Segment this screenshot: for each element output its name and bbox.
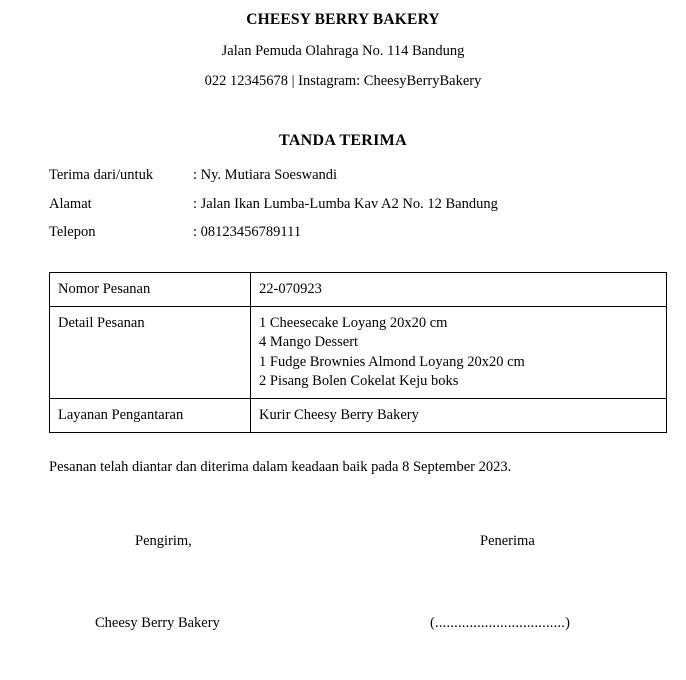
- list-item: 4 Mango Dessert: [259, 334, 359, 351]
- signature-receiver-title: Penerima: [480, 532, 535, 549]
- info-value: : Jalan Ikan Lumba-Lumba Kav A2 No. 12 Bandung: [193, 197, 498, 212]
- list-item: 2 Pisang Bolen Cokelat Keju boks: [259, 372, 459, 389]
- signature-area: [0, 533, 686, 643]
- table-row-layanan-pengantaran: [50, 399, 667, 433]
- delivery-note: Pesanan telah diantar dan diterima dalam keadaan baik pada 8 September 2023.: [49, 459, 512, 476]
- table-cell-value: Kurir Cheesy Berry Bakery: [251, 399, 667, 433]
- info-value: : 08123456789111: [193, 225, 301, 240]
- list-item: 1 Fudge Brownies Almond Loyang 20x20 cm: [259, 353, 525, 370]
- table-cell-label: Layanan Pengantaran: [50, 399, 251, 433]
- company-contact: 022 12345678 | Instagram: CheesyBerryBakery: [204, 72, 482, 89]
- signature-receiver-placeholder: (..................................): [430, 614, 571, 631]
- letterhead: [0, 0, 686, 90]
- signature-sender-title: Pengirim,: [135, 532, 192, 549]
- info-row-telepon: [49, 225, 686, 240]
- table-cell-label: Detail Pesanan: [50, 307, 251, 399]
- table-cell-value: [251, 307, 667, 399]
- table-cell-label: Nomor Pesanan: [50, 272, 251, 306]
- table-row-detail-pesanan: [50, 307, 667, 399]
- recipient-info-block: [0, 168, 686, 240]
- company-name: CHEESY BERRY BAKERY: [246, 11, 440, 28]
- list-item: 1 Cheesecake Loyang 20x20 cm: [259, 315, 448, 331]
- info-label: Telepon: [49, 224, 96, 241]
- info-value: : Ny. Mutiara Soeswandi: [193, 168, 337, 183]
- order-table-wrapper: [0, 272, 686, 433]
- order-table: [49, 272, 667, 433]
- info-row-alamat: [49, 197, 686, 212]
- info-row-terima-dari-untuk: [49, 168, 686, 183]
- table-cell-value: 22-070923: [251, 272, 667, 306]
- document-title: TANDA TERIMA: [279, 132, 407, 150]
- signature-sender-name: Cheesy Berry Bakery: [95, 614, 220, 631]
- company-address: Jalan Pemuda Olahraga No. 114 Bandung: [221, 42, 465, 59]
- order-detail-list: [259, 314, 666, 391]
- table-row-nomor-pesanan: [50, 272, 667, 306]
- info-label: Alamat: [49, 195, 92, 212]
- info-label: Terima dari/untuk: [49, 167, 154, 184]
